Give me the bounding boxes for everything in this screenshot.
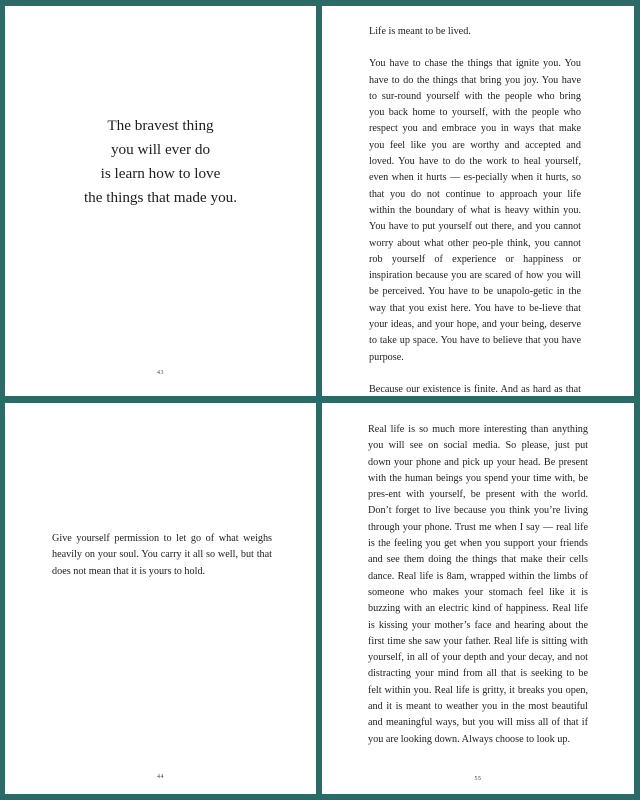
paragraph: Real life is so much more interesting than anything you will see on social media. So please, just put down your phone and pick up your head. Be present with the human beings you spend your time with, be pres-ent with yourself, be present with the world. Don’t forget to live because you think you’re living through your phone. Trust me when I say — real life is the feeling you get when you support your friends and see them doing the things that make their cells dance. Real life is 8am, wrapped within the limbs of someone who makes your stomach feel like it is buzzing with an electric kind of happiness. Real life is kissing your mother’s face and hearing about the first time she saw your father. Real life is sitting with yourself, in all of your depth and your decay, and not distracting your mind from all that is seeking to be felt within you. Real life is gritty, it breaks you open, and it is meant to weather you in the most beautiful and meaningful ways, but you will miss all of that if you are looking down. Always choose to look up. <box>368 424 588 745</box>
body-text <box>52 531 272 580</box>
paragraph: Life is meant to be lived. <box>369 26 471 37</box>
paragraph: Because our existence is finite. And as hard as that <box>369 383 581 395</box>
page-number: 43 <box>157 370 164 376</box>
page-number: 55 <box>474 776 482 782</box>
quote-line: you will ever do <box>110 141 211 158</box>
book-page-55 <box>322 403 634 794</box>
body-text <box>369 24 581 396</box>
quote-line: The bravest thing <box>107 117 214 134</box>
paragraph: You have to chase the things that ignite you. You have to do the things that bring you joy. You have to sur-round yourself with the people who bring you back home to yourself, with the people who respect you and embrace you in ways that make you feel like you are worthy and accepted and loved. You have to do the work to heal yourself, even when it hurts — es-pecially when it hurts, so that you do not continue to approach your life within the boundary of what is heavy within you. You have to put yourself out there, and you cannot worry about what other peo-ple think, you cannot rob yourself of experience or happiness or inspiration because you are scared of how you will be perceived. You have to be unapolo-getic in the way that you exist here. You have to be-lieve that your ideas, and your hope, and your being, deserve to take up space. You have to believe that you have purpose. <box>369 58 581 363</box>
paragraph: Give yourself permission to let go of what weighs heavily on your soul. You carry it all so well, but that does not mean that it is yours to hold. <box>52 533 272 577</box>
page-number: 44 <box>157 774 164 780</box>
body-text <box>368 422 588 748</box>
pull-quote <box>5 114 316 210</box>
quote-line: is learn how to love <box>100 165 221 182</box>
book-page-text-top-right <box>322 6 634 396</box>
book-page-44 <box>5 403 316 794</box>
book-page-43 <box>5 6 316 396</box>
quote-line: the things that made you. <box>83 189 238 206</box>
